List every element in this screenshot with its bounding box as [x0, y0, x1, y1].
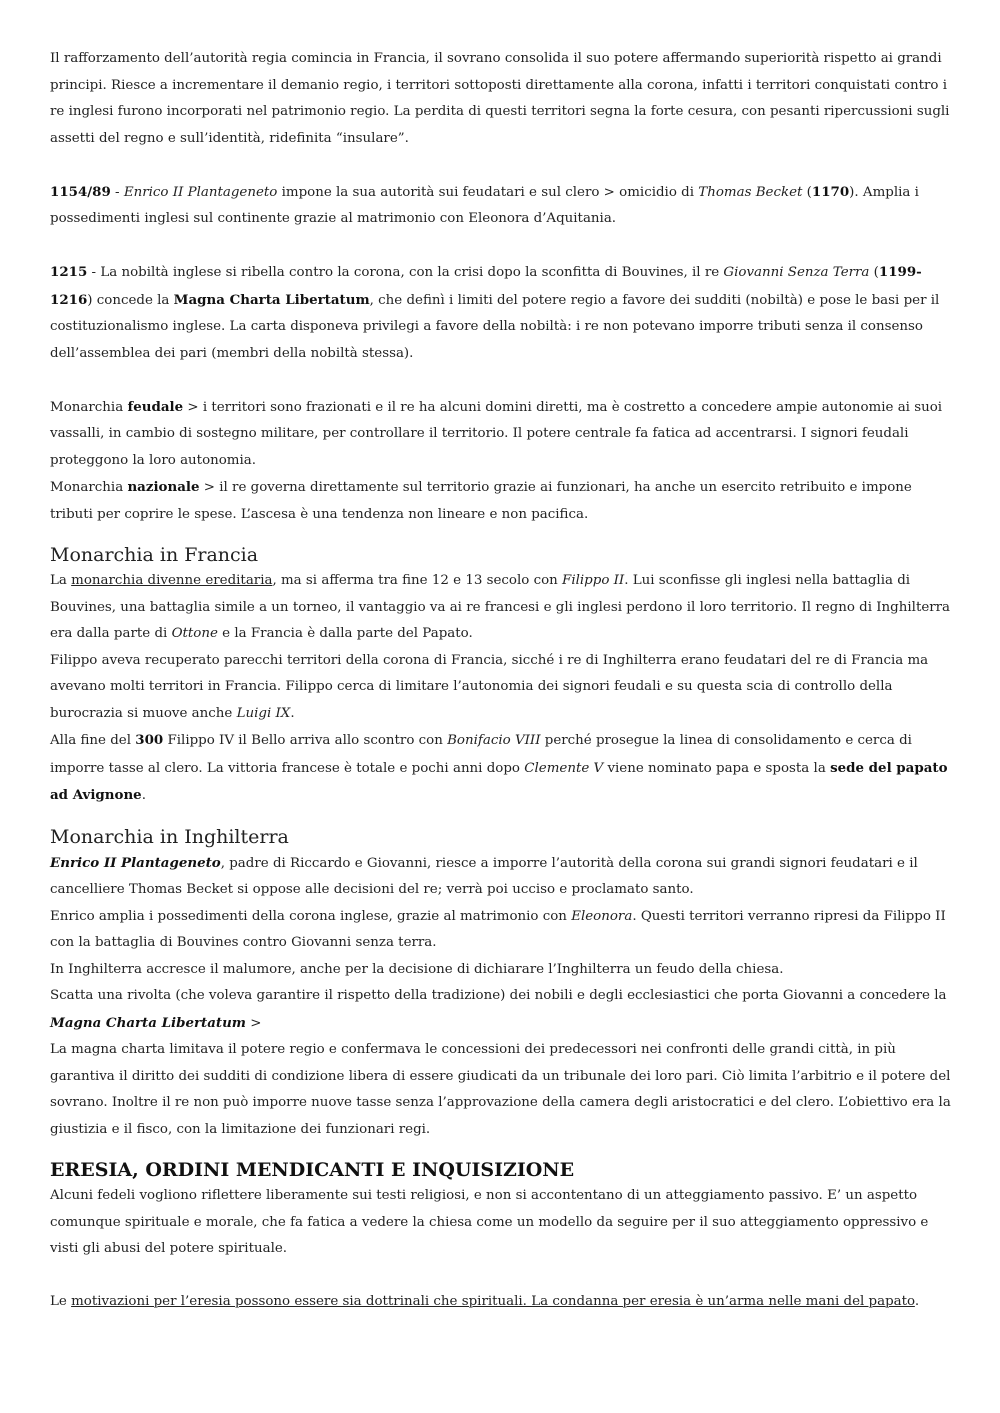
paragraph-1215: 1215 - La nobiltà inglese si ribella contro la corona, con la crisi dopo la sconfitta di Bouvines, il re Giovanni Senza Terra (1199-1216) concede la Magna Charta Libertatum, che definì i limiti del potere regio a favore dei sudditi (nobiltà) e pose le basi per il costituzionalismo inglese. La carta disponeva privilegi a favore della nobiltà: i re non potevano imporre tributi senza il consenso dell’assemblea dei pari (membri della nobiltà stessa). — [50, 264, 940, 361]
paragraph-francia-1: La monarchia divenne ereditaria, ma si afferma tra fine 12 e 13 secolo con Filippo II. Lui sconfisse gli inglesi nella battaglia di Bouvines, una battaglia simile a un torneo, il vantaggio va ai re francesi e gli inglesi perdono il loro territorio. Il regno di Inghilterra era dalla parte di Ottone e la Francia è dalla parte del Papato. — [50, 573, 951, 641]
paragraph-monarchia-feudale: Monarchia feudale > i territori sono frazionati e il re ha alcuni domini diretti, ma è costretto a concedere ampie autonomie ai suoi vassalli, in cambio di sostegno militare, per controllare il territorio. Il potere centrale fa fatica ad accentrarsi. I signori feudali proteggono la loro autonomia. — [50, 398, 943, 468]
person-name: Thomas Becket — [698, 184, 803, 200]
person-name: Luigi IX — [236, 705, 291, 721]
paragraph-inghilterra-2: Enrico amplia i possedimenti della corona inglese, grazie al matrimonio con Eleonora. Questi territori verranno ripresi da Filippo II con la battaglia di Bouvines contro Giovanni senza terra. — [50, 908, 946, 950]
year: 1170 — [811, 183, 850, 200]
keyword: feudale — [127, 398, 184, 415]
charter-name: Magna Charta Libertatum — [50, 1014, 246, 1031]
paragraph-eresia-1: Alcuni fedeli vogliono riflettere liberamente sui testi religiosi, e non si accontentano di un atteggiamento passivo. E’ un aspetto comunque spirituale e morale, che fa fatica a vedere la chiesa come un modello da seguire per il suo atteggiamento oppressivo e visti gli abusi del potere spirituale. — [50, 1188, 929, 1256]
person-name: Ottone — [171, 626, 218, 641]
person-name: Filippo II — [562, 573, 625, 588]
heading-monarchia-francia: Monarchia in Francia — [50, 544, 259, 566]
paragraph-francia-2: Filippo aveva recuperato parecchi territori della corona di Francia, sicché i re di Inghilterra erano feudatari del re di Francia ma avevano molti territori in Francia. Filippo cerca di limitare l’autonomia dei signori feudali e su questa scia di controllo della burocrazia si muove anche Luigi IX. — [50, 652, 929, 721]
paragraph-francia-3: Alla fine del 300 Filippo IV il Bello arriva allo scontro con Bonifacio VIII perché prosegue la linea di consolidamento e cerca di imporre tasse al clero. La vittoria francese è totale e pochi anni dopo Clemente V viene nominato papa e sposta la sede del papato ad Avignone. — [50, 732, 948, 803]
document-page — [50, 46, 952, 1316]
heading-monarchia-inghilterra: Monarchia in Inghilterra — [50, 825, 289, 848]
paragraph-intro: Il rafforzamento dell’autorità regia comincia in Francia, il sovrano consolida il suo potere affermando superiorità rispetto ai grandi principi. Riesce a incrementare il demanio regio, i territori sottoposti direttamente alla corona, infatti i territori conquistati contro i re inglesi furono incorporati nel patrimonio regio. La perdita di questi territori segna la forte cesura, con pesanti ripercussioni sugli assetti del regno e sull’identità, ridefinita “insulare”. — [50, 51, 950, 146]
charter-name: Magna Charta Libertatum — [173, 291, 370, 308]
paragraph-inghilterra-5: La magna charta limitava il potere regio e confermava le concessioni dei predecessori nei confronti delle grandi città, in più garantiva il diritto dei sudditi di condizione libera di essere giudicati da un tribunale dei loro pari. Ciò limita l’arbitrio e il potere del sovrano. Inoltre il re non può imporre nuove tasse senza l’approvazione della camera degli aristocratici e del clero. L’obiettivo era la giustizia e il fisco, con la limitazione dei funzionari regi. — [50, 1042, 951, 1137]
person-name: Clemente V — [524, 760, 604, 776]
keyword: sede del papato ad Avignone — [50, 759, 948, 803]
paragraph-inghilterra-4: Scatta una rivolta (che voleva garantire il rispetto della tradizione) dei nobili e degli ecclesiastici che porta Giovanni a concedere la Magna Charta Libertatum > — [50, 988, 947, 1031]
years: 1199-1216 — [50, 264, 922, 308]
paragraph-1154: 1154/89 - Enrico II Plantageneto impone la sua autorità sui feudatari e sul clero > omicidio di Thomas Becket (1170). Amplia i possedimenti inglesi sul continente grazie al matrimonio con Eleonora d’Aquitania. — [50, 183, 919, 226]
person-name: Enrico II Plantageneto — [123, 184, 278, 200]
person-name: Giovanni Senza Terra — [723, 265, 870, 280]
paragraph-eresia-2: Le motivazioni per l’eresia possono essere sia dottrinali che spirituali. La condanna per eresia è un’arma nelle mani del papato. — [50, 1294, 920, 1309]
date: 1154/89 — [50, 183, 111, 200]
underlined-text: monarchia divenne ereditaria — [71, 573, 273, 588]
person-name: Bonifacio VIII — [447, 733, 541, 748]
heading-eresia: ERESIA, ORDINI MENDICANTI E INQUISIZIONE — [50, 1159, 575, 1181]
underlined-text: motivazioni per l’eresia possono essere sia dottrinali che spirituali. La condanna per eresia è un’arma nelle mani del papato — [71, 1294, 915, 1309]
paragraph-inghilterra-1: Enrico II Plantageneto, padre di Riccardo e Giovanni, riesce a imporre l’autorità della corona sui grandi signori feudatari e il cancelliere Thomas Becket si oppose alle decisioni del re; verrà poi ucciso e proclamato santo. — [50, 854, 918, 897]
century: 300 — [135, 732, 164, 748]
date: 1215 — [50, 264, 88, 280]
paragraph-monarchia-nazionale: Monarchia nazionale > il re governa direttamente sul territorio grazie ai funzionari, ha anche un esercito retribuito e impone tributi per coprire le spese. L’ascesa è una tendenza non lineare e non pacifica. — [50, 479, 912, 522]
keyword: nazionale — [127, 479, 200, 495]
paragraph-inghilterra-3: In Inghilterra accresce il malumore, anche per la decisione di dichiarare l’Inghilterra un feudo della chiesa. — [50, 961, 784, 977]
person-name: Enrico II Plantageneto — [50, 854, 221, 871]
person-name: Eleonora — [571, 908, 633, 924]
